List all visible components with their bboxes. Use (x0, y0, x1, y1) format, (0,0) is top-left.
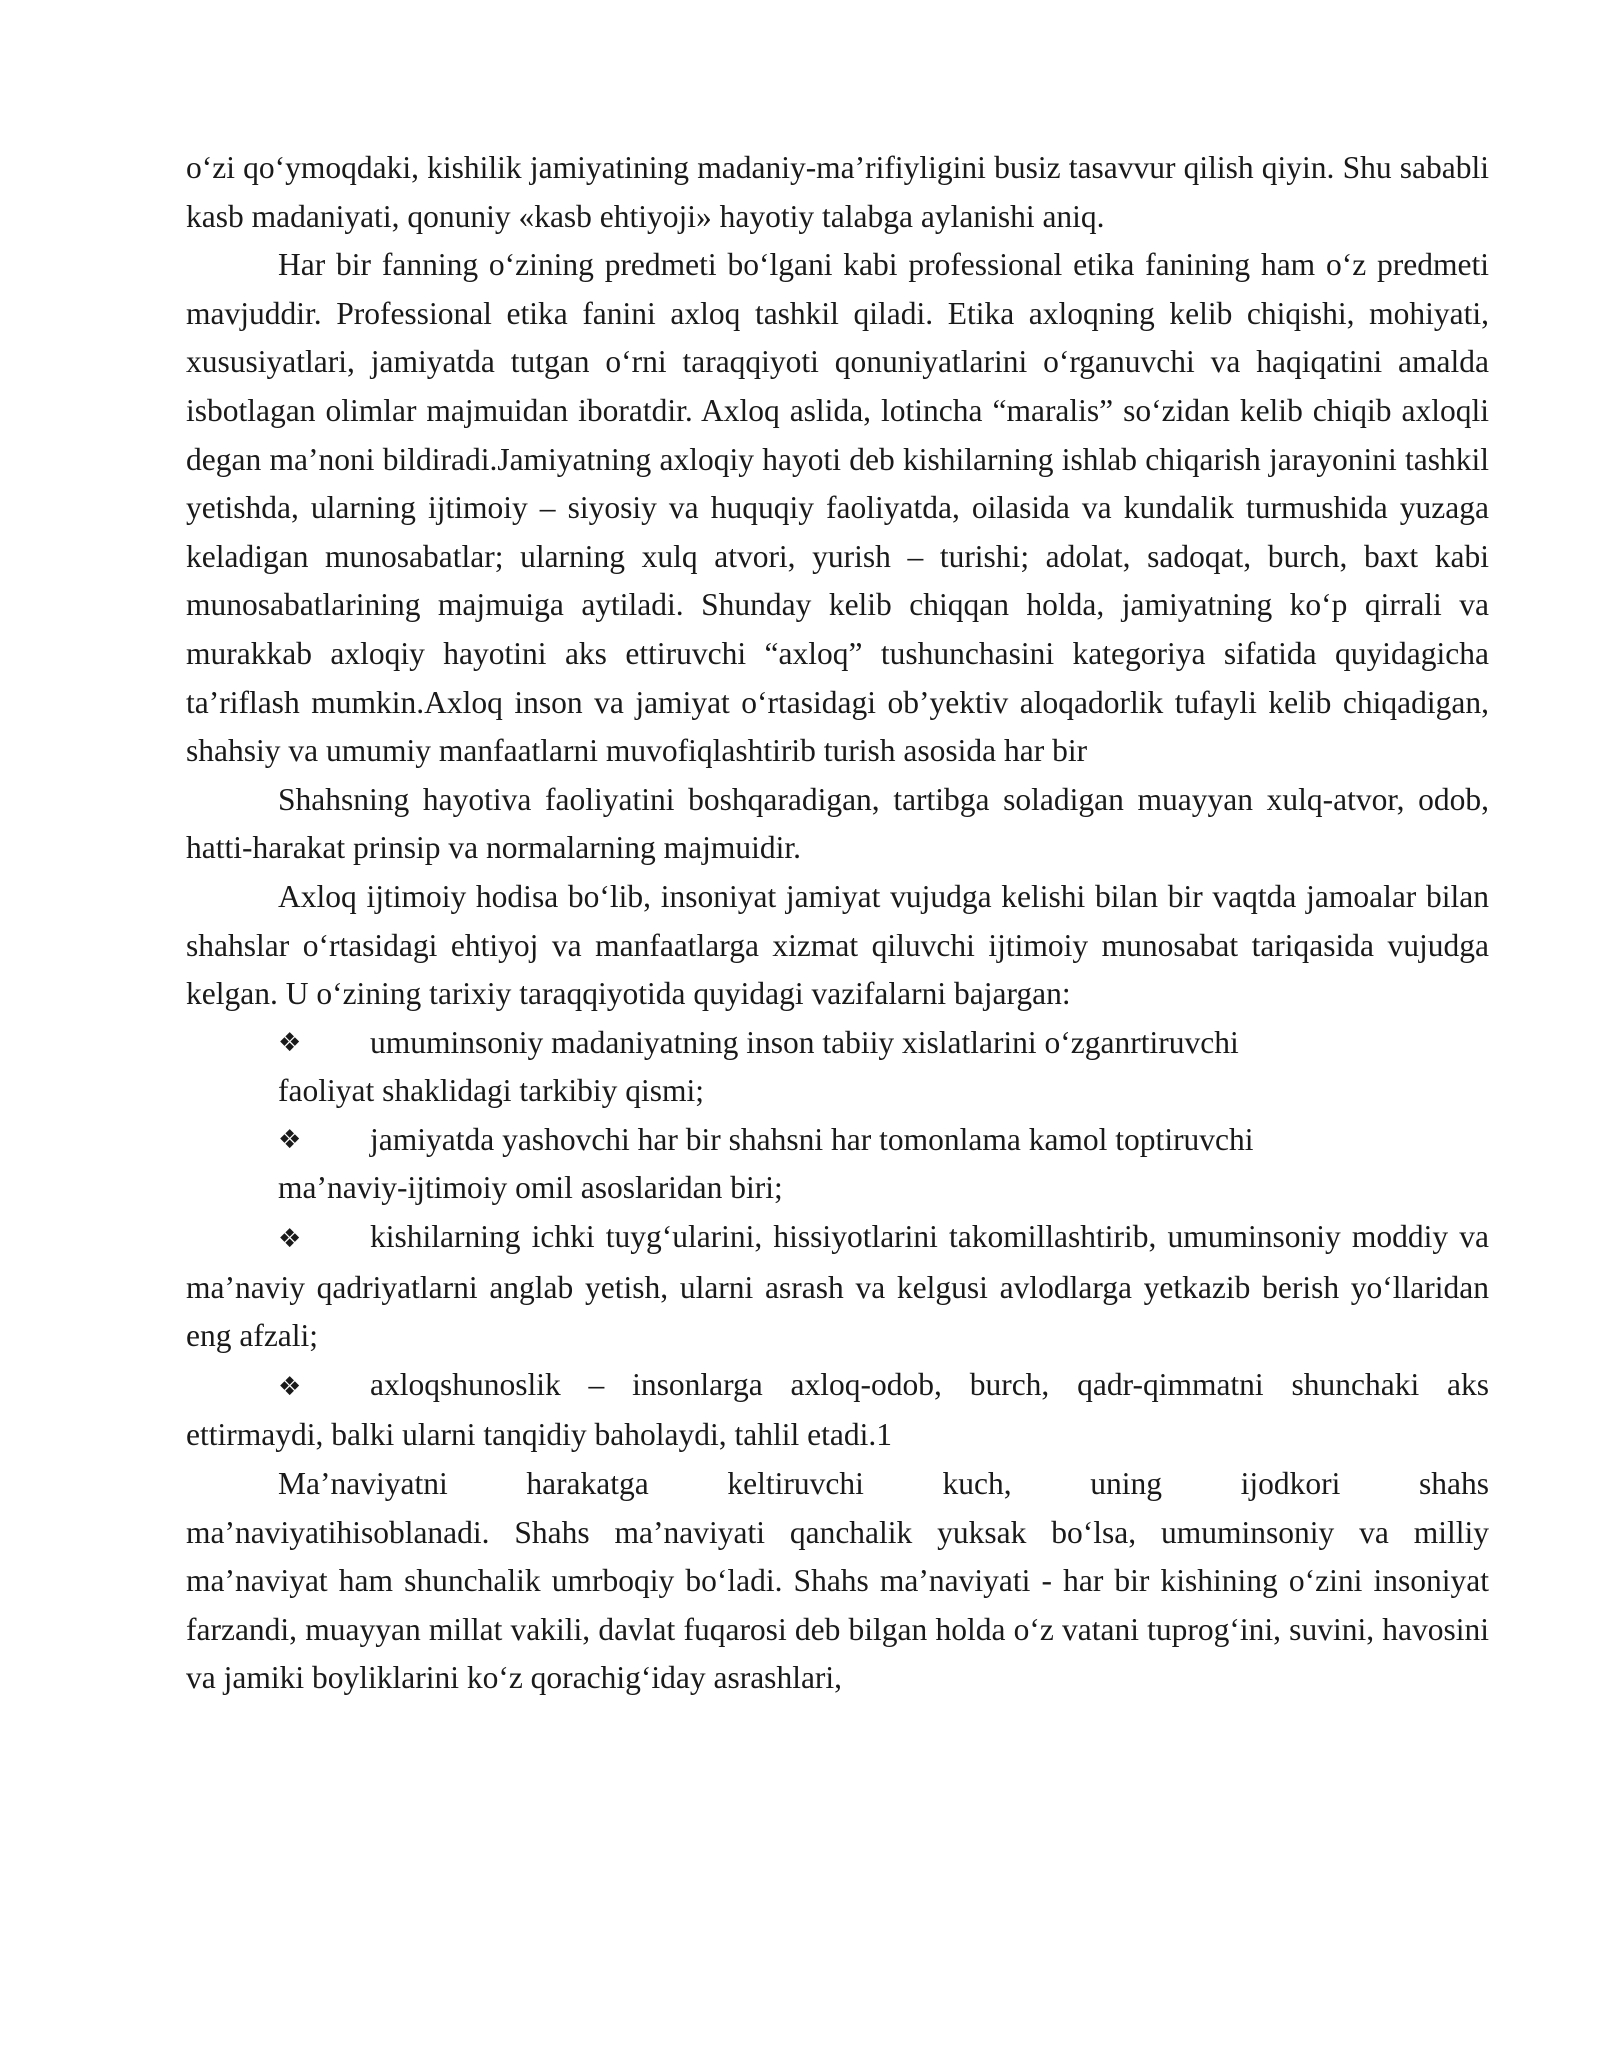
paragraph-spirituality-body: ma’naviyatihisoblanadi. Shahs ma’naviyati qanchalik yuksak bo‘lsa, umuminsoniy va milliy ma’naviyat ham shunchalik umrboqiy bo‘ladi. Shahs ma’naviyati - har bir kishining o‘zini insoniyat farzandi, muayyan millat vakili, davlat fuqarosi deb bilgan holda o‘z vatani tuprog‘ini, suvini, havosini va jamiki boyliklarini ko‘z qorachig‘iday asrashlari, (186, 1514, 1489, 1696)
bullet-item-3 (186, 1213, 1489, 1361)
diamond-bullet-icon: ❖ (278, 1027, 302, 1058)
paragraph-moral-functions: Axloq ijtimoiy hodisa bo‘lib, insoniyat jamiyat vujudga kelishi bilan bir vaqtda jamoalar bilan shahslar o‘rtasidagi ehtiyoj va manfaatlarga xizmat qiluvchi ijtimoiy munosabat tariqasida vujudga kelgan. U o‘zining tarixiy taraqqiyotida quyidagi vazifalarni bajargan: (186, 878, 1489, 1012)
bullet-item-1 (186, 1019, 1489, 1116)
bullet-item-4 (186, 1361, 1489, 1460)
bullet-item-4-text: axloqshunoslik – insonlarga axloq-odob, burch, qadr-qimmatni shunchaki aks ettirmaydi, balki ularni tanqidiy baholaydi, tahlil etadi.1 (186, 1366, 1489, 1453)
paragraph-spirituality-first-line: Ma’naviyatni harakatga keltiruvchi kuch, uning ijodkori shahs (278, 1466, 1489, 1502)
document-page (186, 144, 1489, 1703)
bullet-item-1-line-1: umuminsoniy madaniyatning inson tabiiy xislatlarini o‘zganrtiruvchi (370, 1024, 1239, 1060)
bullet-item-2-line-2: ma’naviy-ijtimoiy omil asoslaridan biri; (278, 1170, 783, 1206)
diamond-bullet-icon: ❖ (278, 1224, 302, 1255)
paragraph-continuation: o‘zi qo‘ymoqdaki, kishilik jamiyatining madaniy-ma’rifiyligini busiz tasavvur qilish qiyin. Shu sababli kasb madaniyati, qonuniy «kasb ehtiyoji» hayotiy talabga aylanishi aniq. (186, 150, 1489, 234)
paragraph-individual-behavior: Shahsning hayotiva faoliyatini boshqaradigan, tartibga soladigan muayyan xulq-atvor, odob, hatti-harakat prinsip va normalarning majmuidir. (186, 781, 1489, 866)
paragraph-professional-ethics: Har bir fanning o‘zining predmeti bo‘lgani kabi professional etika fanining ham o‘z predmeti mavjuddir. Professional etika fanini axloq tashkil qiladi. Etika axloqning kelib chiqishi, mohiyati, xususiyatlari, jamiyatda tutgan o‘rni taraqqiyoti qonuniyatlarini o‘rganuvchi va haqiqatini amalda isbotlagan olimlar majmuidan iboratdir. Axloq aslida, lotincha “maralis” so‘zidan kelib chiqib axloqli degan ma’noni bildiradi.Jamiyatning axloqiy hayoti deb kishilarning ishlab chiqarish jarayonini tashkil yetishda, ularning ijtimoiy – siyosiy va huquqiy faoliyatda, oilasida va kundalik turmushida yuzaga keladigan munosabatlar; ularning xulq atvori, yurish – turishi; adolat, sadoqat, burch, baxt kabi munosabatlarining majmuiga aytiladi. Shunday kelib chiqqan holda, jamiyatning ko‘p qirrali va murakkab axloqiy hayotini aks ettiruvchi “axloq” tushunchasini kategoriya sifatida quyidagicha ta’riflash mumkin.Axloq inson va jamiyat o‘rtasidagi ob’yektiv aloqadorlik tufayli kelib chiqadigan, shahsiy va umumiy manfaatlarni muvofiqlashtirib turish asosida har bir (186, 247, 1489, 769)
bullet-item-3-text: kishilarning ichki tuyg‘ularini, hissiyotlarini takomillashtirib, umuminsoniy moddiy va ma’naviy qadriyatlarni anglab yetish, ularni asrash va kelgusi avlodlarga yetkazib berish yo‘llaridan eng afzali; (186, 1219, 1489, 1354)
diamond-bullet-icon: ❖ (278, 1371, 302, 1402)
bullet-item-2 (186, 1116, 1489, 1213)
diamond-bullet-icon: ❖ (278, 1124, 302, 1155)
bullet-item-1-line-2: faoliyat shaklidagi tarkibiy qismi; (278, 1073, 705, 1109)
bullet-item-2-line-1: jamiyatda yashovchi har bir shahsni har tomonlama kamol toptiruvchi (370, 1121, 1254, 1157)
